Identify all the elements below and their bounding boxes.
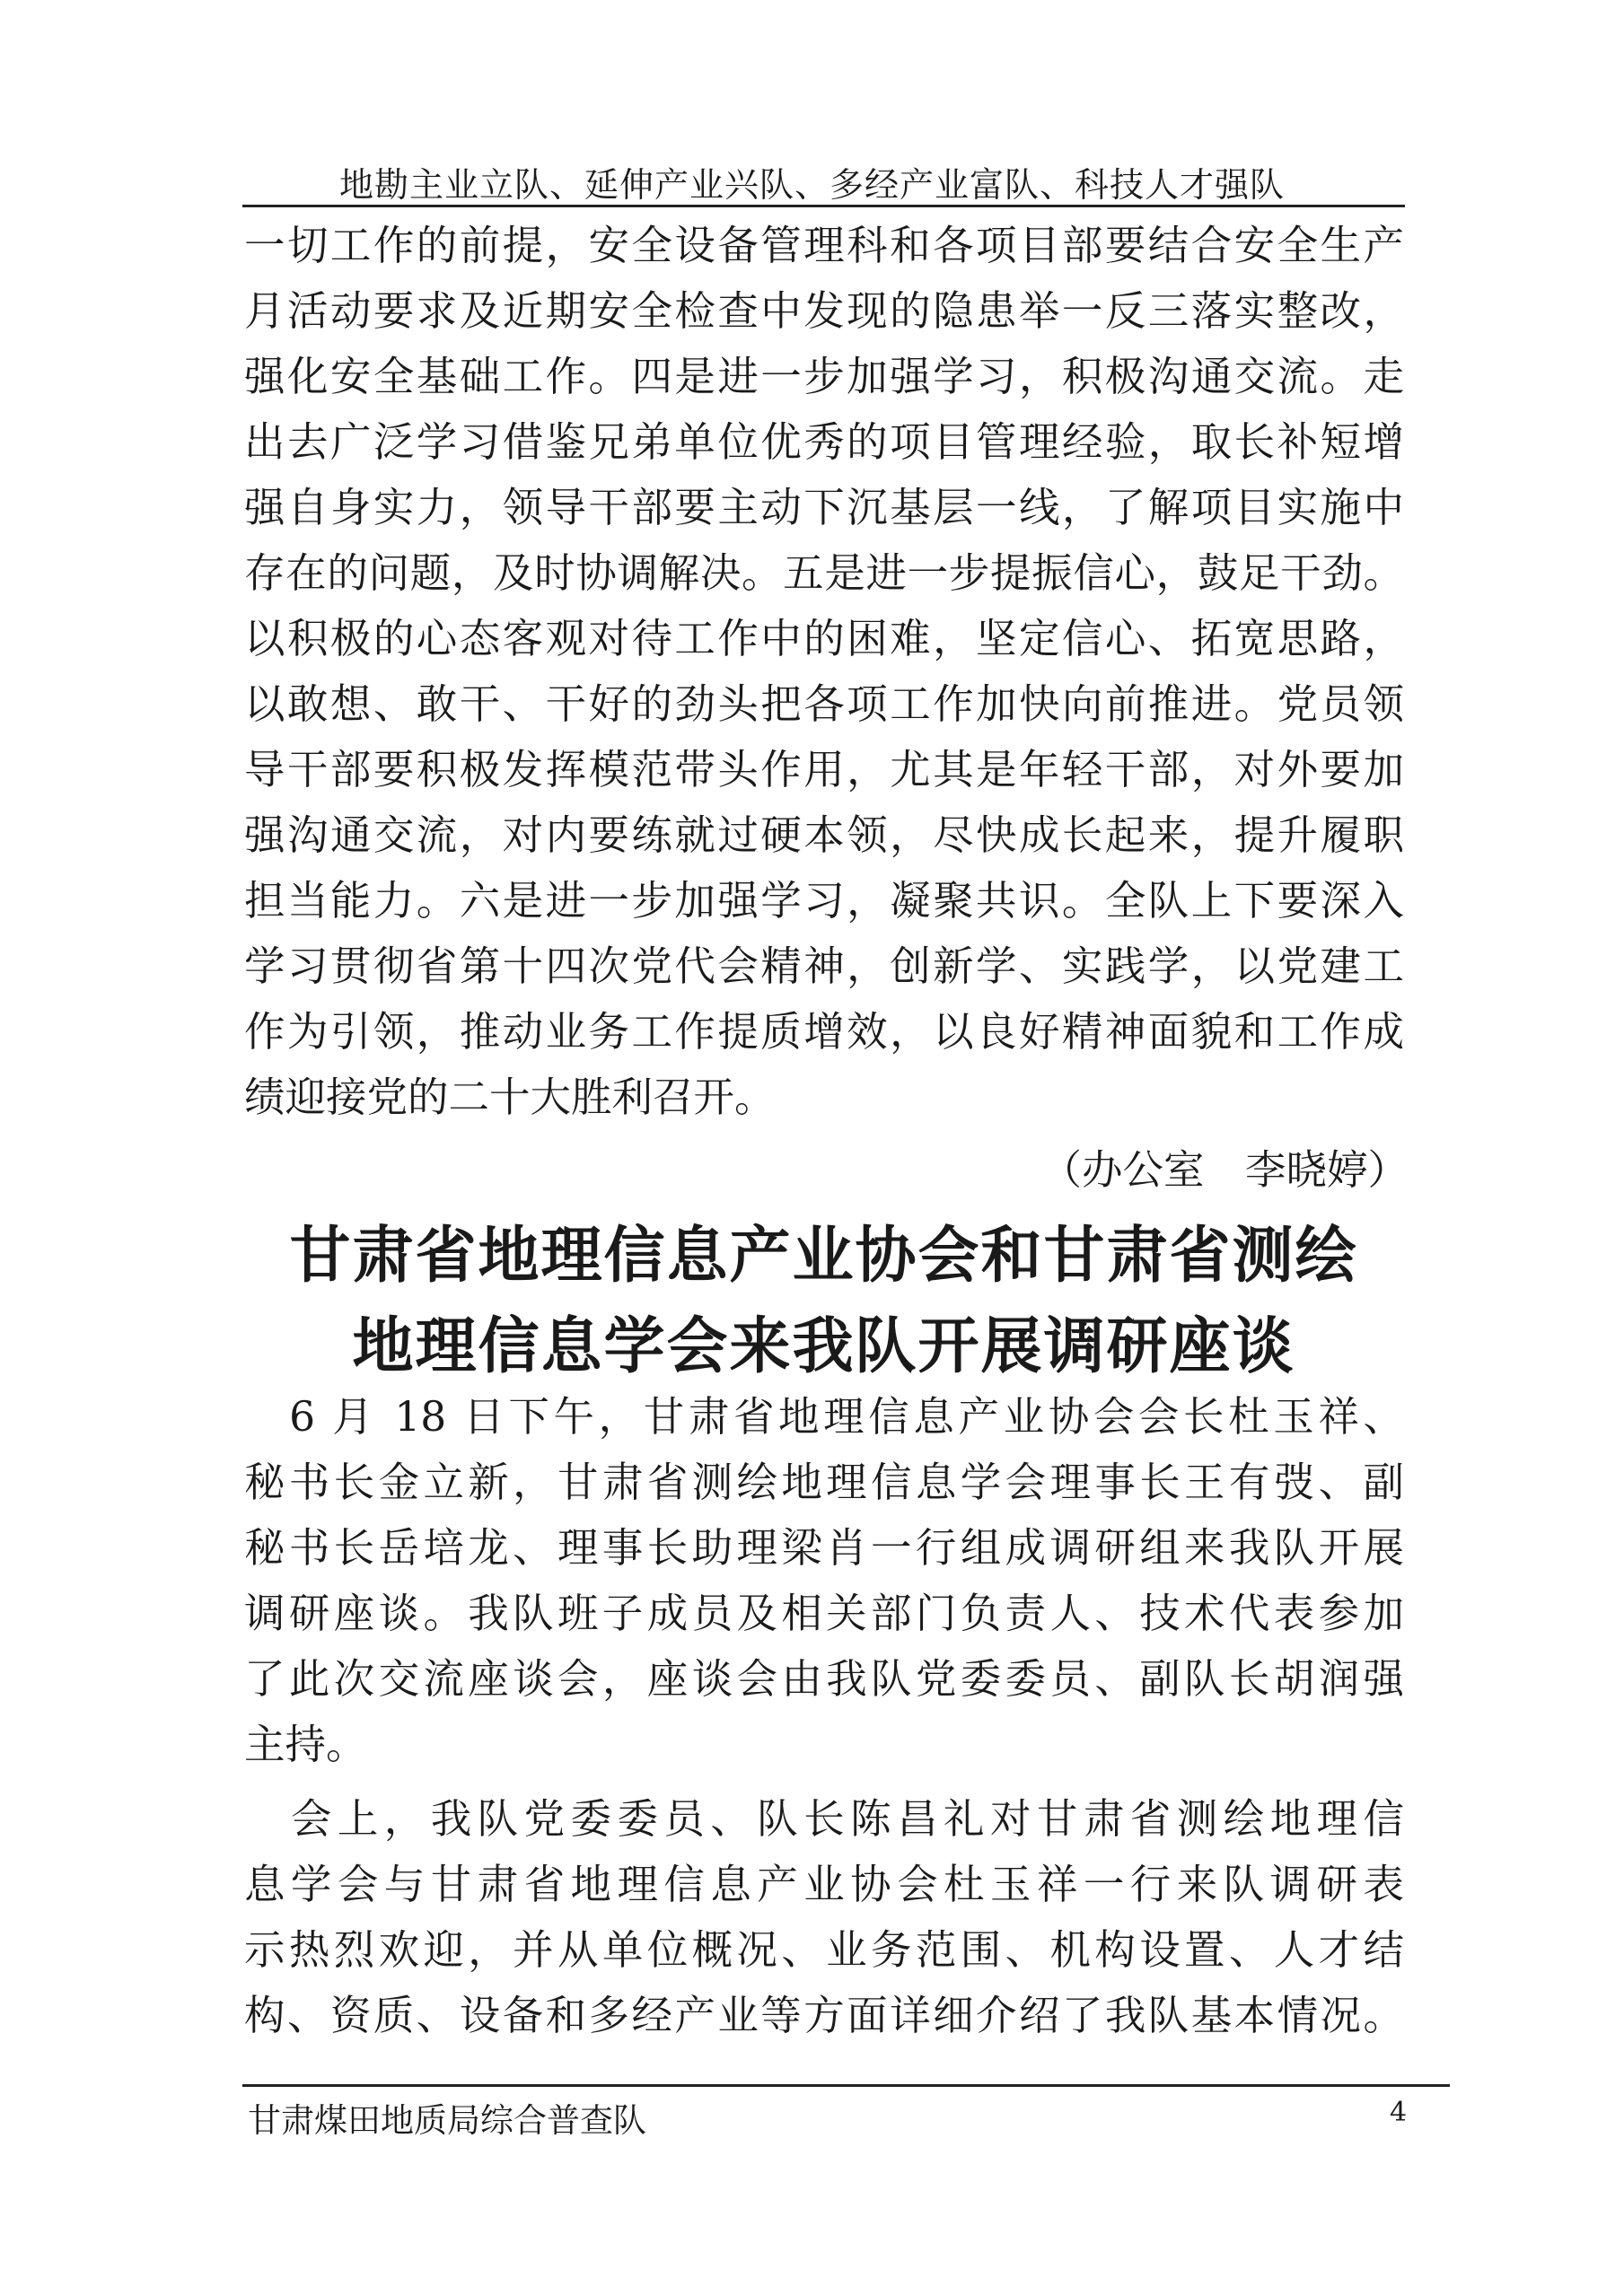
article2-line: 会上，我队党委委员、队长陈昌礼对甘肃省测绘地理信 xyxy=(244,1795,1404,1843)
footer-divider xyxy=(242,2084,1450,2087)
article1-line: 学习贯彻省第十四次党代会精神，创新学、实践学，以党建工 xyxy=(244,942,1404,990)
article2-line: 了此次交流座谈会，座谈会由我队党委委员、副队长胡润强 xyxy=(244,1655,1404,1703)
article2-line: 调研座谈。我队班子成员及相关部门负责人、技术代表参加 xyxy=(244,1590,1404,1637)
article1-line: 导干部要积极发挥模范带头作用，尤其是年轻干部，对外要加 xyxy=(244,746,1404,793)
article1-line: 存在的问题，及时协调解决。五是进一步提振信心，鼓足干劲。 xyxy=(244,549,1404,597)
header-divider xyxy=(242,205,1405,207)
article1-line: 月活动要求及近期安全检查中发现的隐患举一反三落实整改， xyxy=(244,287,1404,335)
article1-line: 强自身实力，领导干部要主动下沉基层一线，了解项目实施中 xyxy=(244,484,1404,531)
article2-line: 6 月 18 日下午，甘肃省地理信息产业协会会长杜玉祥、 xyxy=(244,1393,1404,1441)
article2-line: 主持。 xyxy=(244,1721,367,1768)
header-slogan: 地勘主业立队、延伸产业兴队、多经产业富队、科技人才强队 xyxy=(338,165,1285,205)
article1-line: 作为引领，推动业务工作提质增效，以良好精神面貌和工作成 xyxy=(244,1008,1404,1056)
article1-line: 担当能力。六是进一步加强学习，凝聚共识。全队上下要深入 xyxy=(244,877,1404,925)
article1-byline: （办公室 李晓婷） xyxy=(1040,1146,1409,1194)
article1-line: 以敢想、敢干、干好的劲头把各项工作加快向前推进。党员领 xyxy=(244,680,1404,728)
page-number: 4 xyxy=(1390,2097,1408,2128)
article2-title-line-2: 地理信息学会来我队开展调研座谈 xyxy=(352,1310,1295,1382)
article1-line: 强沟通交流，对内要练就过硬本领，尽快成长起来，提升履职 xyxy=(244,811,1404,859)
article2-line: 息学会与甘肃省地理信息产业协会杜玉祥一行来队调研表 xyxy=(244,1861,1404,1908)
article1-line: 强化安全基础工作。四是进一步加强学习，积极沟通交流。走 xyxy=(244,353,1404,400)
article2-title-line-1: 甘肃省地理信息产业协会和甘肃省测绘 xyxy=(289,1220,1358,1292)
article2-line: 构、资质、设备和多经产业等方面详细介绍了我队基本情况。 xyxy=(244,1992,1404,2039)
article1-line: 绩迎接党的二十大胜利召开。 xyxy=(244,1074,776,1121)
article1-line: 以积极的心态客观对待工作中的困难，坚定信心、拓宽思路， xyxy=(244,615,1404,662)
article2-line: 秘书长岳培龙、理事长助理梁肖一行组成调研组来我队开展 xyxy=(244,1524,1404,1572)
article1-line: 一切工作的前提，安全设备管理科和各项目部要结合安全生产 xyxy=(244,222,1404,269)
article1-line: 出去广泛学习借鉴兄弟单位优秀的项目管理经验，取长补短增 xyxy=(244,418,1404,466)
article2-line: 示热烈欢迎，并从单位概况、业务范围、机构设置、人才结 xyxy=(244,1926,1404,1974)
article2-line: 秘书长金立新，甘肃省测绘地理信息学会理事长王有弢、副 xyxy=(244,1459,1404,1506)
footer-organization: 甘肃煤田地质局综合普查队 xyxy=(248,2101,646,2140)
